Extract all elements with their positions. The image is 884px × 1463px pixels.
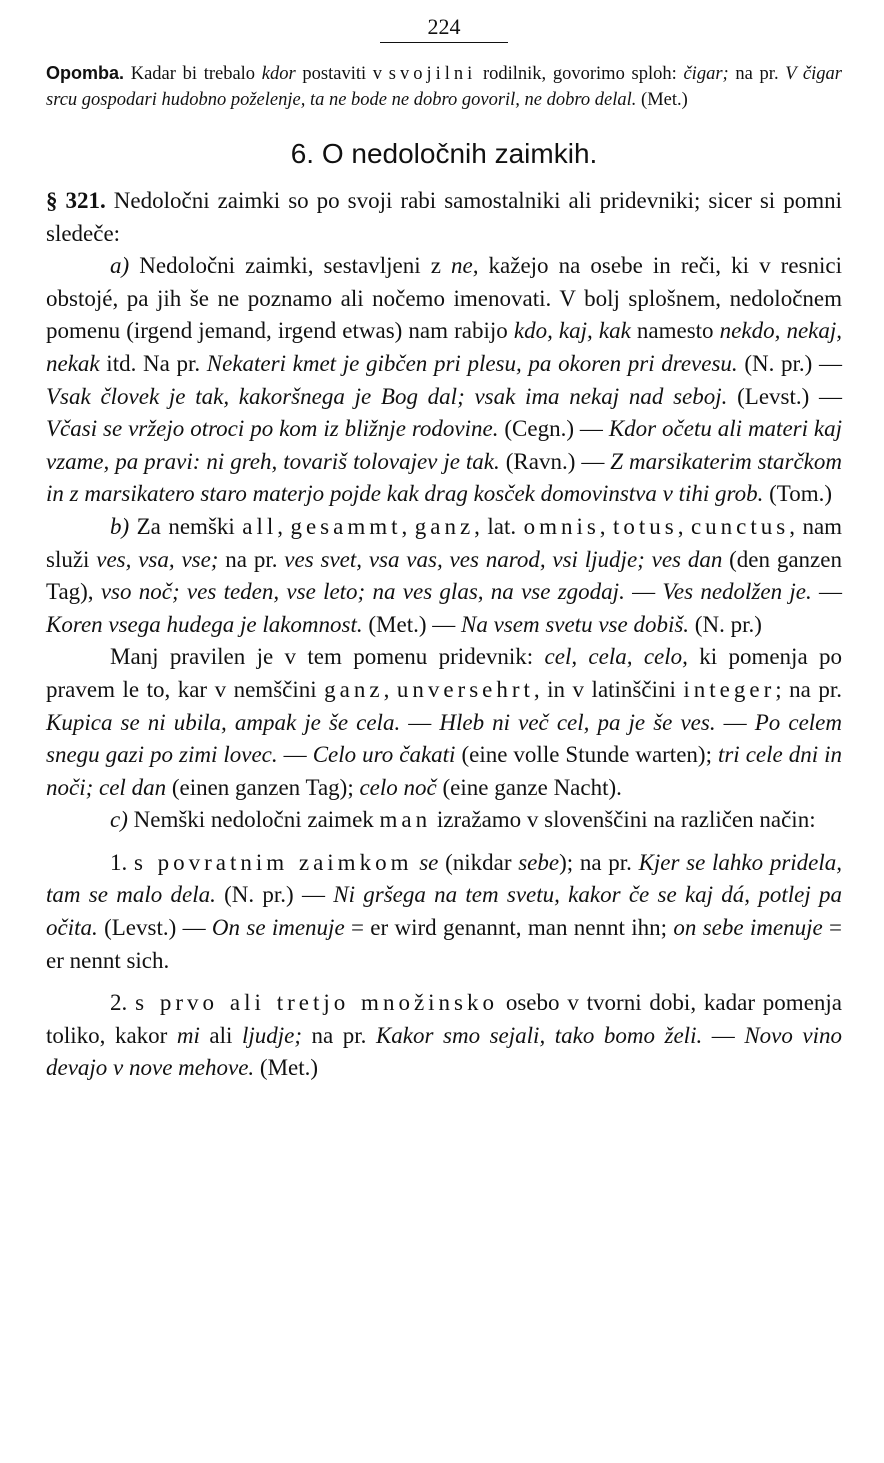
paragraph-321-intro (46, 185, 842, 250)
paragraph-cel: Manj pravilen je v tem pomenu pridevnik: cel, cela, celo, ki pomenja po pravem le to, kar v nemščini ganz, unversehrt, in v latinščini integer; na pr. Kupica se ni ubila, ampak je še cela. — Hleb ni več cel, pa je še ves. — Po celem snegu gazi po zimi lovec. — Celo uro čakati (eine volle Stunde warten); tri cele dni in noči; cel dan (einen ganzen Tag); celo noč (eine ganze Nacht). (46, 644, 843, 800)
paragraph-a: a) Nedoločni zaimki, sestavljeni z ne, kažejo na osebe in reči, ki v resnici obstojé, pa jih še ne poznamo ali nočemo imenovati. V bolj splošnem, nedoločnem pomenu (irgend jemand, irgend etwas) nam rabijo kdo, kaj, kak namesto nekdo, nekaj, nekak itd. Na pr. Nekateri kmet je gibčen pri plesu, pa okoren pri drevesu. (N. pr.) — Vsak človek je tak, kakoršnega je Bog dal; vsak ima nekaj nad seboj. (Levst.) — Včasi se vržejo otroci po kom iz bližnje rodovine. (Cegn.) — Kdor očetu ali materi kaj vzame, pa pravi: ni greh, tovariš tolovajev je tak. (Ravn.) — Z marsikaterim starčkom in z marsikatero staro materjo pojde kak drag kosček domovinstva v tihi grob. (Tom.) (46, 253, 843, 507)
header-rule (380, 42, 508, 43)
remark-text: Kadar bi trebalo kdor postaviti v svojilni rodilnik, govorimo sploh: čigar; na pr. V čigar srcu gospodari hudobno poželenje, ta ne bode ne dobro govoril, ne dobro delal. (Met.) (46, 64, 842, 110)
section-title: 6. O nedoločnih zaimkih. (290, 138, 598, 169)
paragraph-c-2: 2. s prvo ali tretjo množinsko osebo v tvorni dobi, kadar pomenja toliko, kakor mi ali ljudje; na pr. Kakor smo sejali, tako bomo želi. — Novo vino devajo v nove mehove. (Met.) (46, 990, 843, 1081)
paragraph-c-1: 1. s povratnim zaimkom se (nikdar sebe); na pr. Kjer se lahko pridela, tam se malo dela. (N. pr.) — Ni gršega na tem svetu, kakor če se kaj dá, potlej pa očita. (Levst.) — On se imenuje = er wird genannt, man nennt ihn; on sebe imenuje = er nennt sich. (46, 849, 843, 973)
book-page (46, 12, 842, 1085)
paragraph-text: Nedoločni zaimki so po svoji rabi samostalniki ali pridevniki; sicer si pomni sledeče: (46, 188, 842, 246)
paragraph-b: b) Za nemški all, gesammt, ganz, lat. omnis, totus, cunctus, nam služi ves, vsa, vse; na pr. ves svet, vsa vas, ves narod, vsi ljudje; ves dan (den ganzen Tag), vso noč; ves teden, vse leto; na ves glas, na vse zgodaj. — Ves nedolžen je. — Koren vsega hudega je lakomnost. (Met.) — Na vsem svetu vse dobiš. (N. pr.) (46, 513, 843, 637)
paragraph-number: § 321. (46, 188, 106, 213)
paragraph-c: c) Nemški nedoločni zaimek man izražamo v slovenščini na različen način: (110, 807, 816, 833)
remark-label: Opomba. (46, 63, 125, 83)
body-text (46, 185, 842, 1085)
footnote-remark (46, 61, 842, 113)
page-number: 224 (427, 14, 461, 39)
